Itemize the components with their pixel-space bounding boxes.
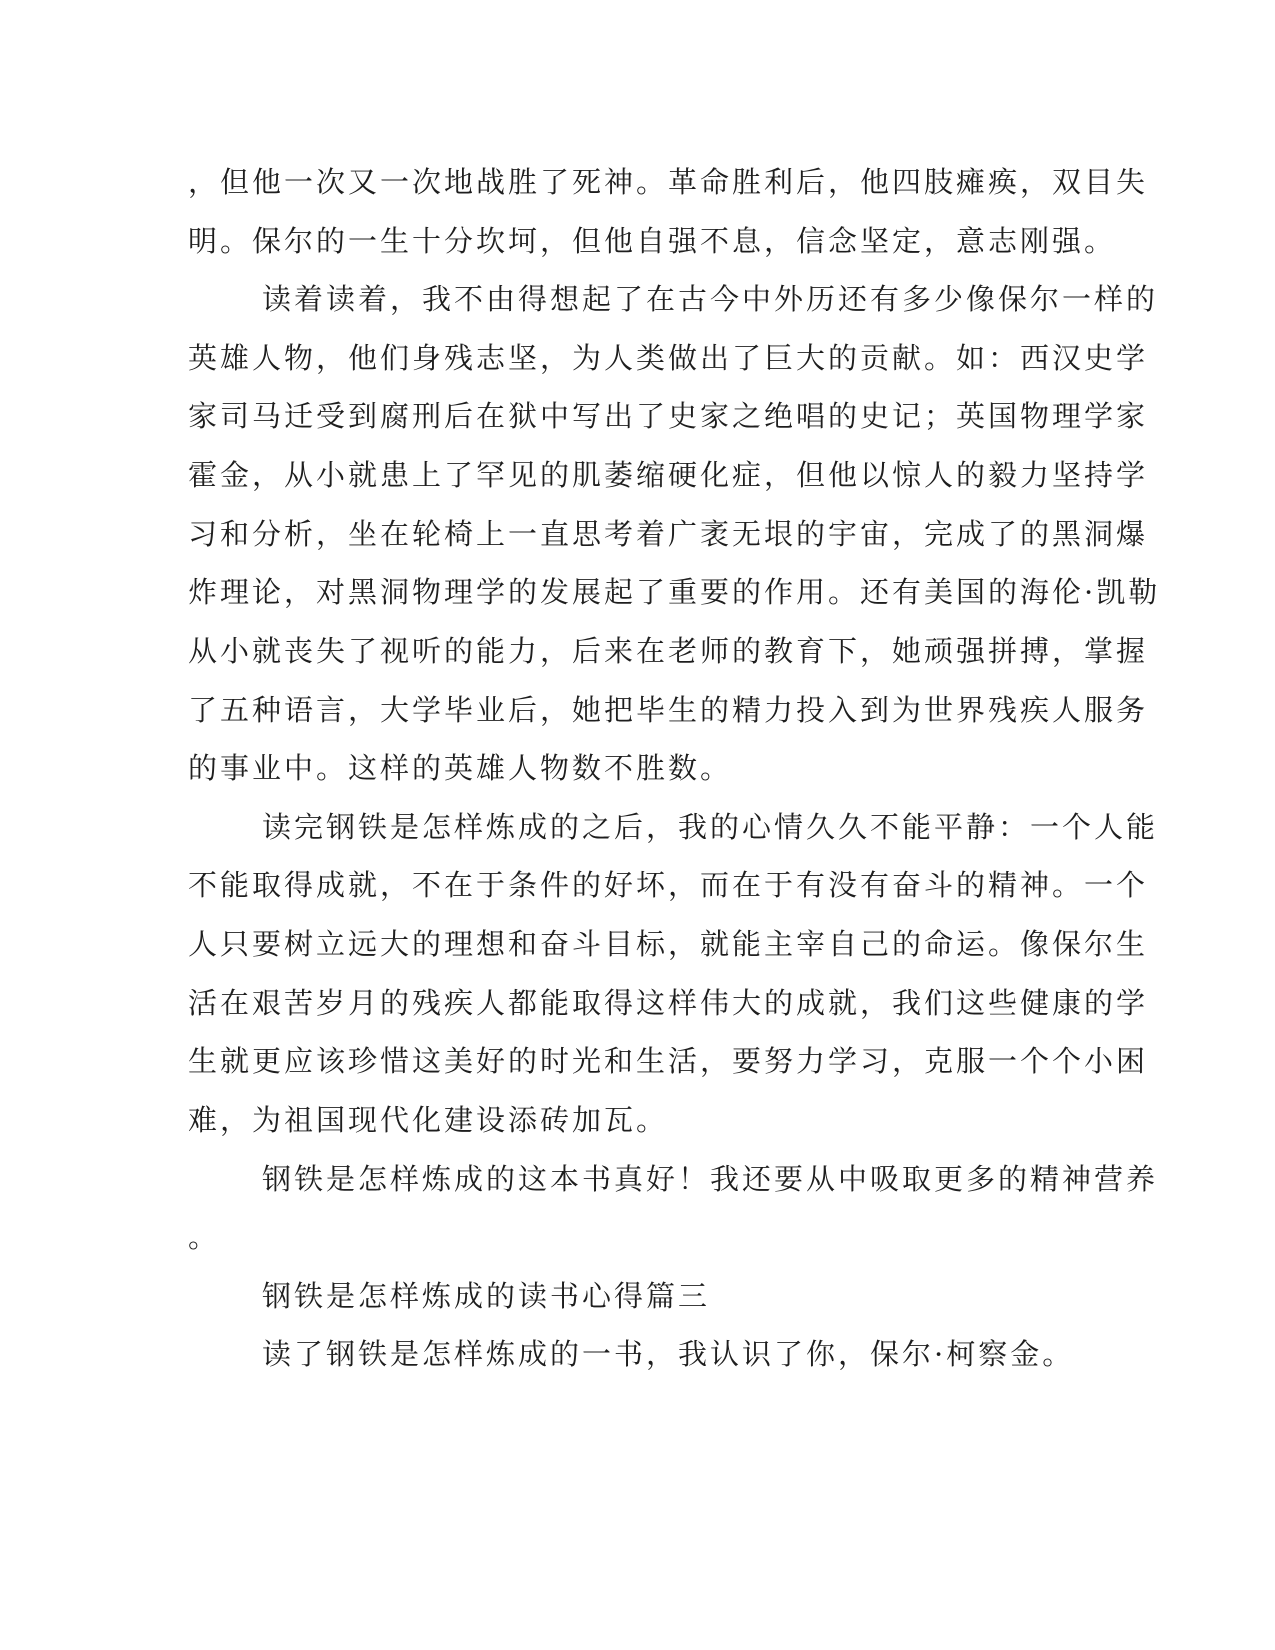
paragraph-start: 钢铁是怎样炼成的这本书真好！我还要从中吸取更多的精神营养: [262, 1162, 1159, 1196]
text-line: 难，为祖国现代化建设添砖加瓦。: [188, 1103, 669, 1137]
text-line: 生就更应该珍惜这美好的时光和生活，要努力学习，克服一个个小困: [188, 1044, 1149, 1078]
text-line: 英雄人物，他们身残志坚，为人类做出了巨大的贡献。如：西汉史学: [188, 341, 1149, 375]
paragraph-start: 读完钢铁是怎样炼成的之后，我的心情久久不能平静：一个人能: [262, 810, 1159, 844]
text-line: 家司马迁受到腐刑后在狱中写出了史家之绝唱的史记；英国物理学家: [188, 399, 1149, 433]
text-line: 炸理论，对黑洞物理学的发展起了重要的作用。还有美国的海伦·凯勒: [188, 575, 1161, 609]
text-line: 的事业中。这样的英雄人物数不胜数。: [188, 751, 733, 785]
text-line: 习和分析，坐在轮椅上一直思考着广袤无垠的宇宙，完成了的黑洞爆: [188, 517, 1149, 551]
section-heading: 钢铁是怎样炼成的读书心得篇三: [262, 1279, 711, 1313]
paragraph-start: 读了钢铁是怎样炼成的一书，我认识了你，保尔·柯察金。: [262, 1337, 1075, 1371]
text-line: 。: [188, 1220, 221, 1254]
paragraph-start: 读着读着，我不由得想起了在古今中外历还有多少像保尔一样的: [262, 282, 1159, 316]
text-line: 了五种语言，大学毕业后，她把毕生的精力投入到为世界残疾人服务: [188, 693, 1149, 727]
text-line: 明。保尔的一生十分坎坷，但他自强不息，信念坚定，意志刚强。: [188, 224, 1117, 258]
text-line: 人只要树立远大的理想和奋斗目标，就能主宰自己的命运。像保尔生: [188, 927, 1149, 961]
text-line: 从小就丧失了视听的能力，后来在老师的教育下，她顽强拼搏，掌握: [188, 634, 1149, 668]
text-line: 霍金，从小就患上了罕见的肌萎缩硬化症，但他以惊人的毅力坚持学: [188, 458, 1149, 492]
text-line: ，但他一次又一次地战胜了死神。革命胜利后，他四肢瘫痪，双目失: [188, 165, 1149, 199]
text-line: 活在艰苦岁月的残疾人都能取得这样伟大的成就，我们这些健康的学: [188, 986, 1149, 1020]
text-line: 不能取得成就，不在于条件的好坏，而在于有没有奋斗的精神。一个: [188, 868, 1149, 902]
